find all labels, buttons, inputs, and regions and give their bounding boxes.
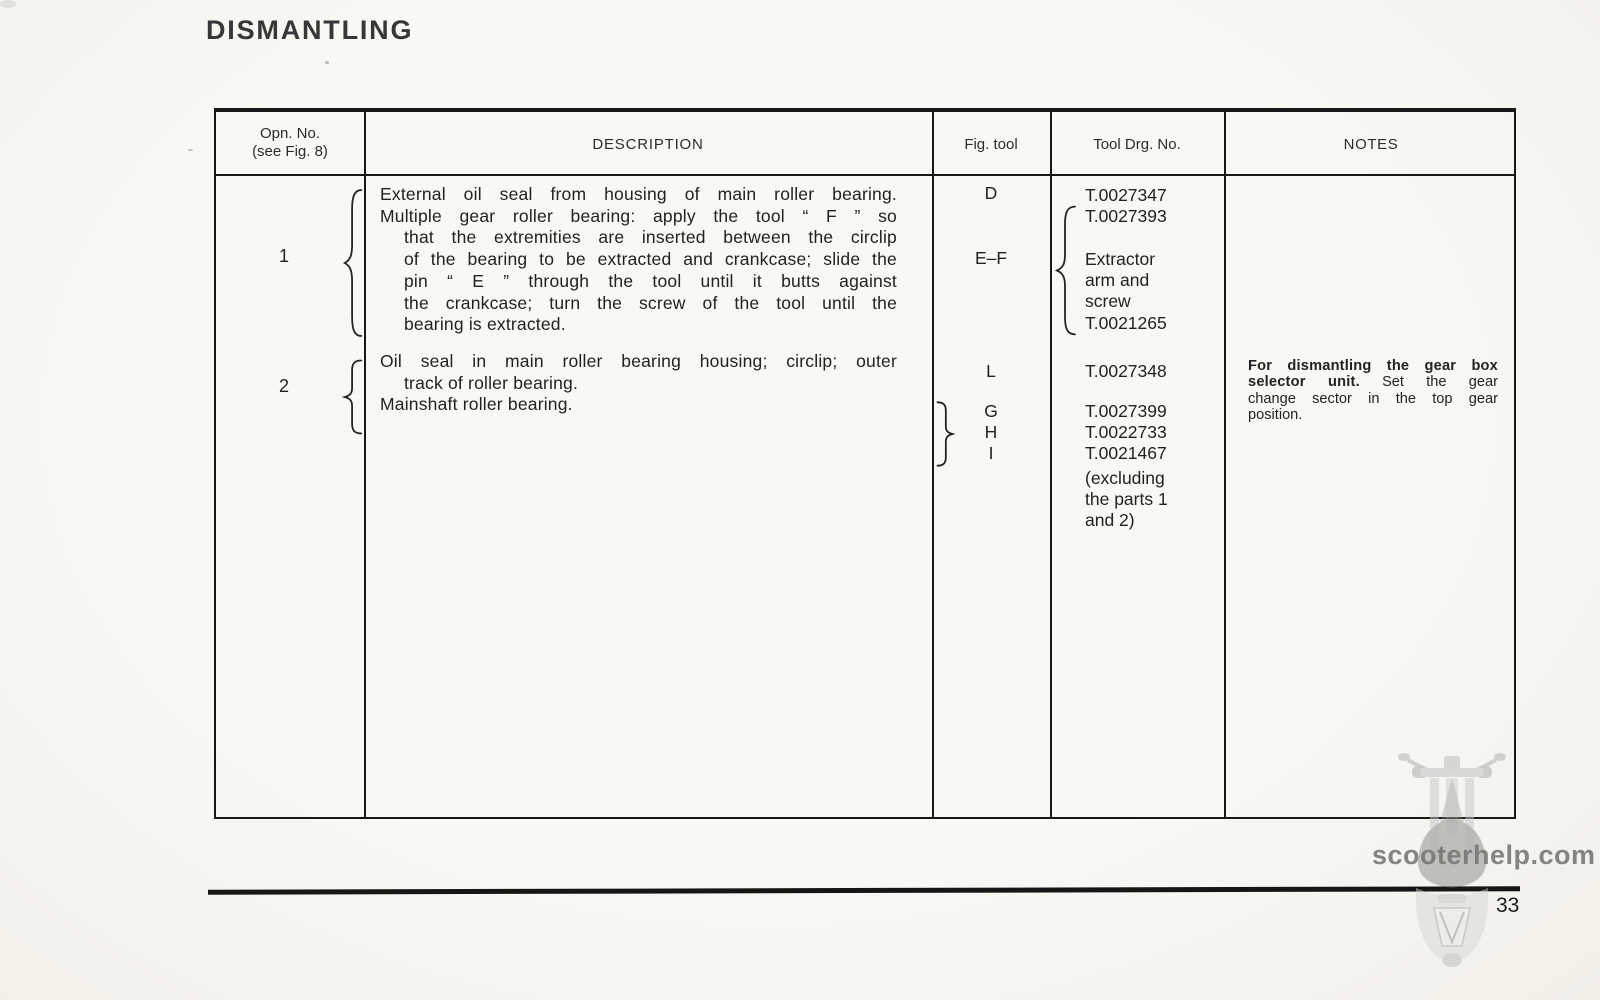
column-divider xyxy=(364,112,366,817)
column-divider xyxy=(1224,112,1226,817)
tool-drg-line: and 2) xyxy=(1085,510,1135,530)
description-line: of the bearing to be extracted and crankcase; slide the xyxy=(404,249,897,270)
col-header-notes: NOTES xyxy=(1343,136,1399,153)
fig-tool-value: L xyxy=(986,361,996,381)
description-line: External oil seal from housing of main roller bearing. xyxy=(380,184,897,204)
fig-tool-value: H xyxy=(984,422,998,442)
watermark-text: scooterhelp.com xyxy=(1372,840,1596,870)
tool-drg-line: T.0021265 xyxy=(1085,313,1167,333)
notes-text: position. xyxy=(1248,406,1303,423)
notes-line xyxy=(1248,391,1498,407)
scan-artifact xyxy=(0,0,16,8)
description-line: that the extremities are inserted between the circlip xyxy=(404,227,897,248)
notes-bold: For dismantling the gear box xyxy=(1248,358,1498,374)
tool-drg-line: T.0027347 xyxy=(1085,185,1167,205)
scan-artifact xyxy=(325,61,329,64)
tool-drg-line: T.0022733 xyxy=(1085,422,1167,442)
col-header-opn-no xyxy=(216,125,364,161)
description-cell xyxy=(380,351,897,416)
description-line: Oil seal in main roller bearing housing; circlip; outer xyxy=(380,351,897,371)
tool-drg-line: T.0027348 xyxy=(1085,361,1167,381)
tool-drg-line: T.0021467 xyxy=(1085,443,1167,463)
notes-bold: selector unit. xyxy=(1248,374,1360,391)
page-number: 33 xyxy=(1496,894,1520,917)
brace-left-icon xyxy=(1054,204,1078,337)
col-header-description: DESCRIPTION xyxy=(592,136,704,153)
col-header-tool-drg-no: Tool Drg. No. xyxy=(1093,136,1181,153)
scan-artifact xyxy=(188,149,193,151)
fig-tool-value: I xyxy=(988,443,994,463)
column-divider xyxy=(932,112,934,817)
notes-text: Set the gear xyxy=(1382,374,1498,391)
description-line: the crankcase; turn the screw of the tool until the xyxy=(404,292,897,313)
notes-text: change sector in the top gear xyxy=(1248,390,1498,407)
notes-line xyxy=(1248,374,1498,390)
brace-left-icon xyxy=(342,359,364,435)
col-header-opn-no-line1: Opn. No. xyxy=(259,125,321,142)
col-header-opn-no-line2: (see Fig. 8) xyxy=(252,143,328,160)
tool-drg-line: screw xyxy=(1085,291,1131,311)
tool-drg-line: the parts 1 xyxy=(1085,489,1168,509)
column-divider xyxy=(1050,112,1052,817)
notes-line xyxy=(1248,358,1498,374)
notes-line xyxy=(1248,407,1498,423)
footer-rule xyxy=(208,886,1520,894)
fig-tool-value: D xyxy=(984,183,998,203)
description-cell xyxy=(380,184,897,336)
description-line: pin “ E ” through the tool until it butts against xyxy=(404,270,897,291)
tool-drg-line: T.0027399 xyxy=(1085,401,1167,421)
description-line: bearing is extracted. xyxy=(404,314,566,335)
description-line: Multiple gear roller bearing: apply the tool “ F ” so xyxy=(380,205,897,226)
tool-drg-line: arm and xyxy=(1085,270,1150,290)
tool-drg-line: T.0027393 xyxy=(1085,206,1167,226)
tool-drg-line: (excluding xyxy=(1085,468,1165,488)
brace-left-icon xyxy=(342,187,364,339)
notes-cell xyxy=(1248,358,1498,423)
header-divider xyxy=(216,174,1514,176)
description-line: track of roller bearing. xyxy=(404,372,579,393)
page-title: DISMANTLING xyxy=(206,15,414,45)
dismantling-table xyxy=(214,108,1516,819)
opn-no-value: 1 xyxy=(278,246,289,266)
fig-tool-value: E–F xyxy=(974,248,1008,268)
col-header-fig-tool: Fig. tool xyxy=(964,136,1018,153)
description-line: Mainshaft roller bearing. xyxy=(380,394,573,415)
opn-no-value: 2 xyxy=(278,376,289,396)
tool-drg-line: Extractor xyxy=(1085,249,1156,269)
fig-tool-value: G xyxy=(984,401,998,421)
